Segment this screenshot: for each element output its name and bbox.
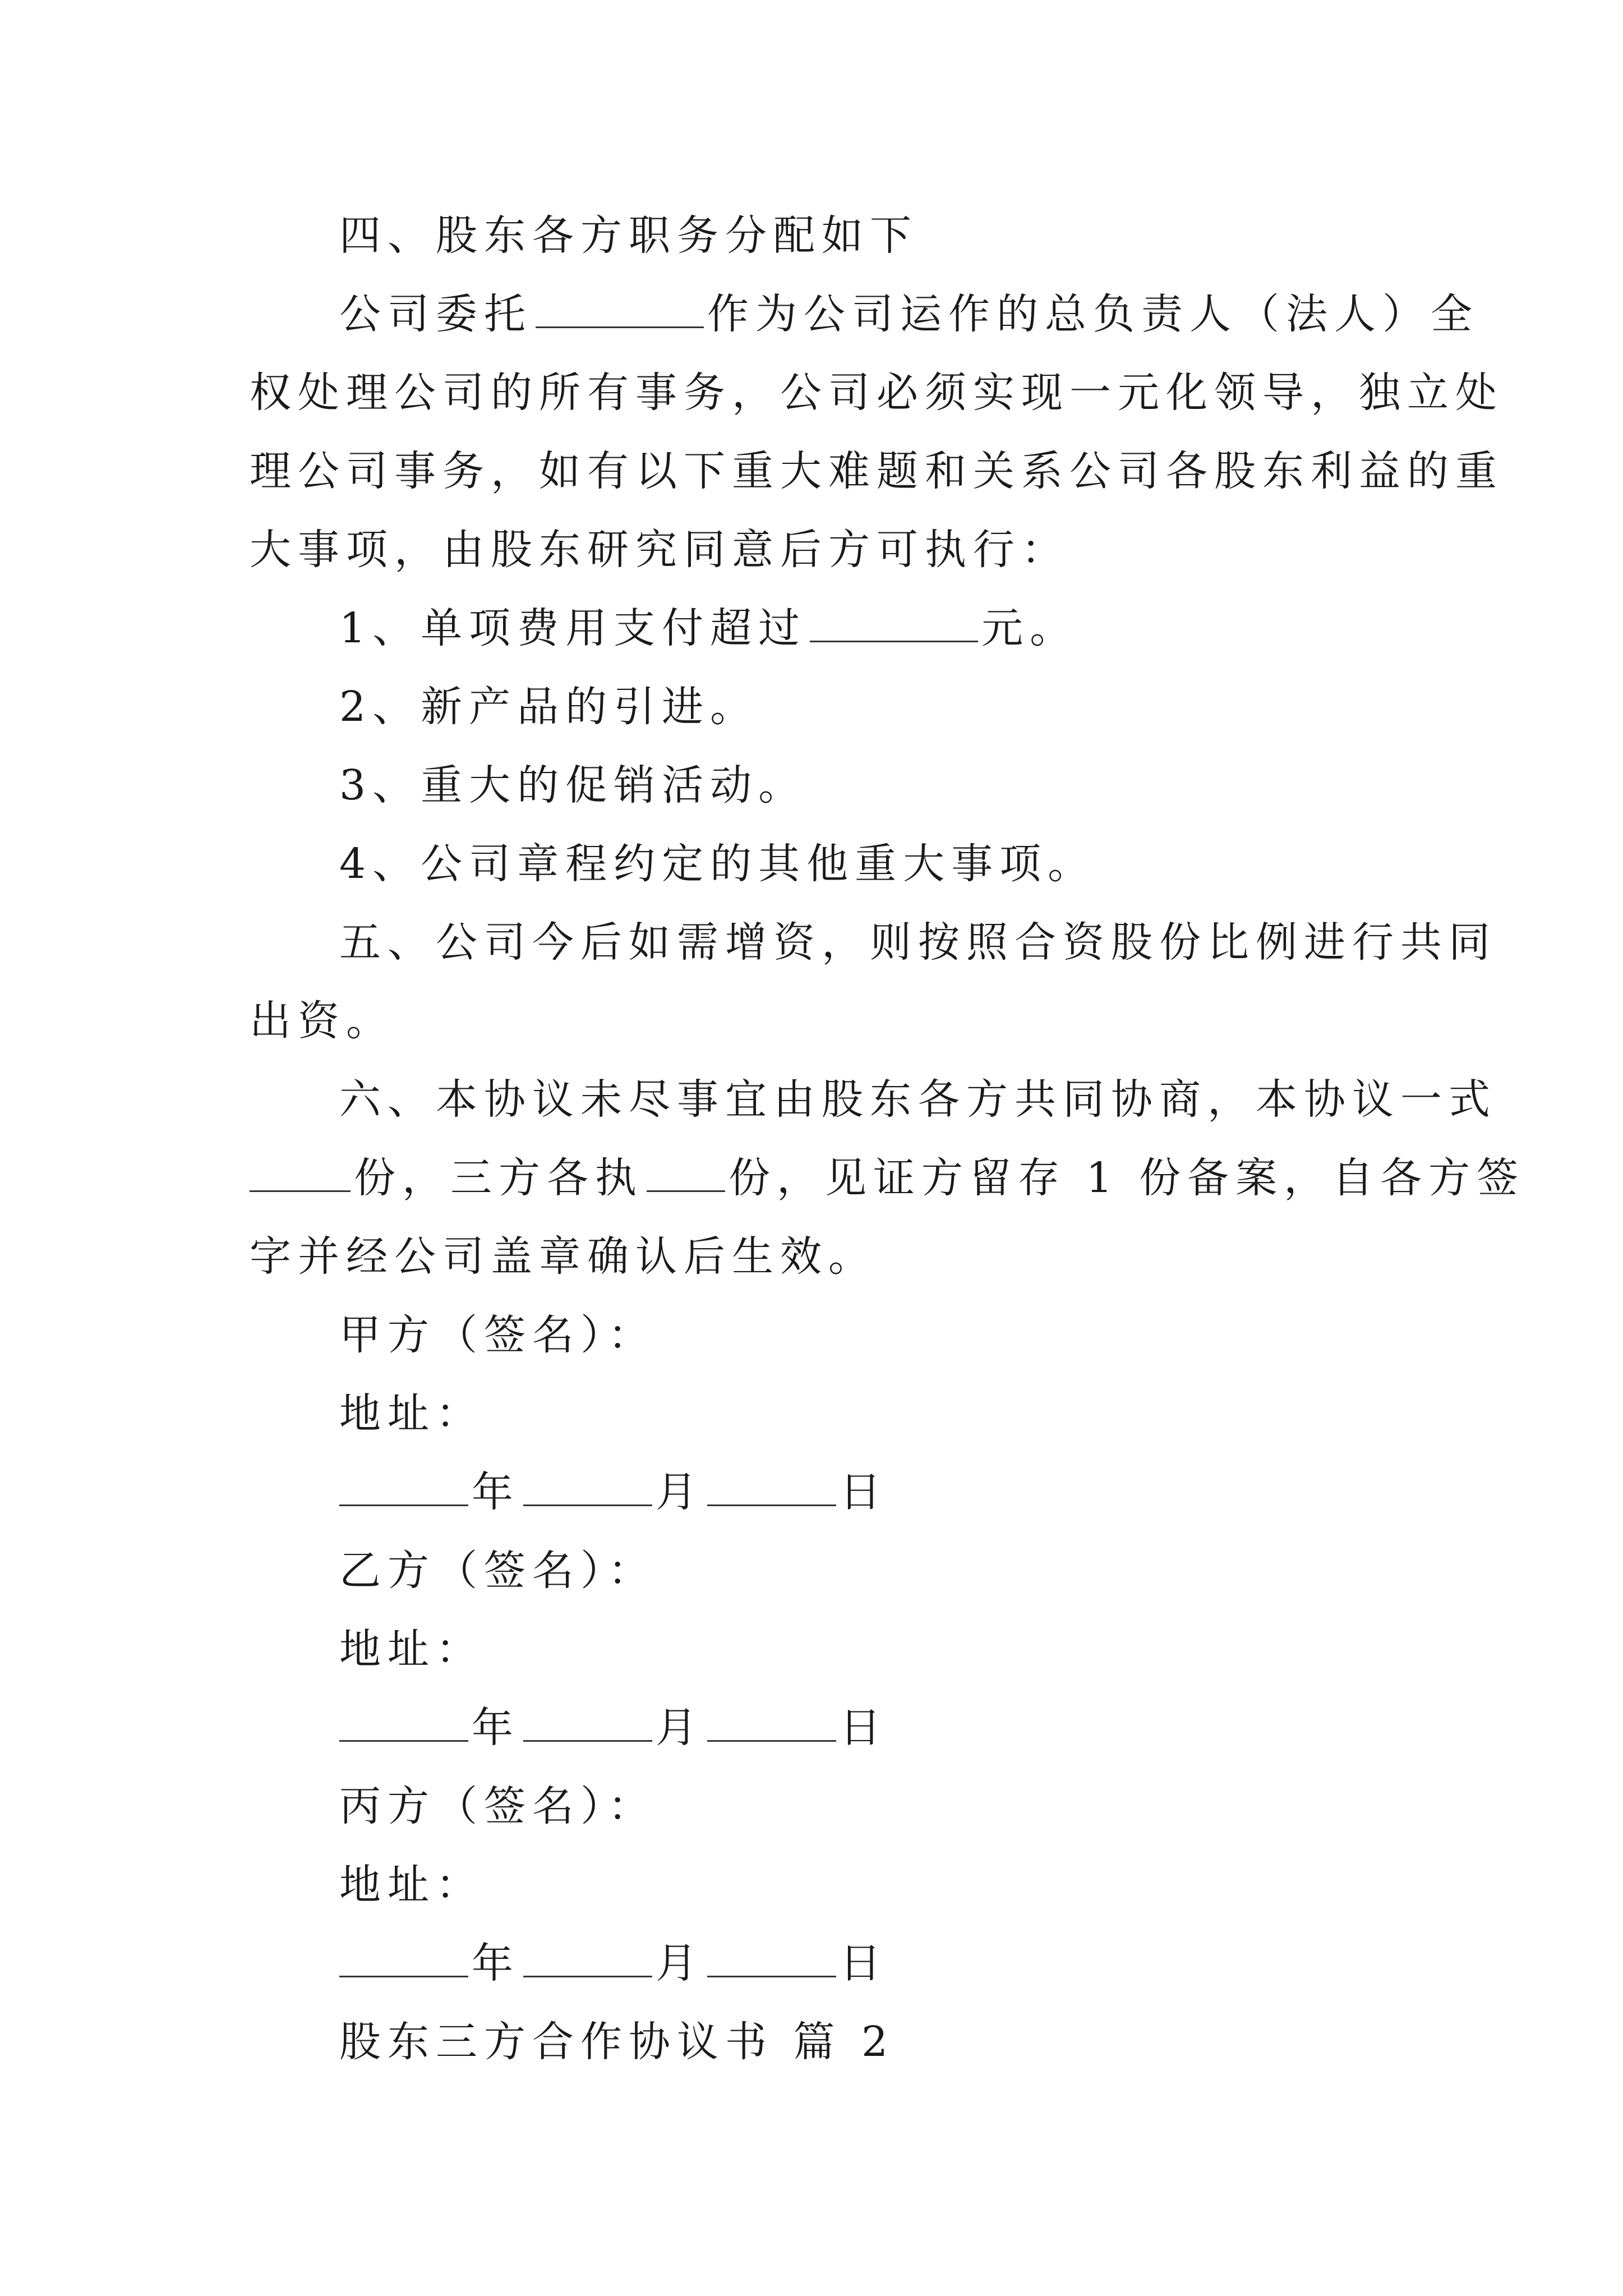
year-label: 年 (472, 1939, 520, 1987)
party-a-day-blank[interactable] (707, 1465, 836, 1506)
party-a-date (339, 1464, 888, 1520)
year-label: 年 (472, 1468, 520, 1516)
party-c-signature: 丙方（签名）： (339, 1782, 656, 1830)
party-b-signature: 乙方（签名）： (339, 1547, 656, 1595)
section5-line1: 五、公司今后如需增资，则按照合资股份比例进行共同 (339, 918, 1497, 967)
party-c-date (339, 1935, 888, 1991)
section6-line3: 字并经公司盖章确认后生效。 (250, 1232, 877, 1281)
section6-line1: 六、本协议未尽事宜由股东各方共同协商，本协议一式 (339, 1075, 1497, 1124)
copies-each-blank[interactable] (647, 1151, 725, 1192)
party-b-address: 地址： (339, 1625, 484, 1673)
next-section-title: 股东三方合作协议书 篇 2 (339, 2018, 895, 2066)
representative-blank[interactable] (536, 287, 704, 328)
party-b-year-blank[interactable] (339, 1701, 468, 1742)
section5-line2: 出资。 (250, 997, 394, 1045)
entrust-paragraph-line4: 大事项，由股东研究同意后方可执行： (250, 526, 1069, 574)
list-item-2: 2、新产品的引进。 (339, 683, 759, 731)
entrust-paragraph-line2: 权处理公司的所有事务，公司必须实现一元化领导，独立处 (250, 369, 1504, 417)
list-item-3: 3、重大的促销活动。 (339, 761, 807, 809)
amount-blank[interactable] (810, 601, 978, 642)
month-label: 月 (656, 1704, 704, 1752)
section6-text-b: 份，见证方留存 1 份备案，自各方签 (728, 1154, 1525, 1202)
day-label: 日 (840, 1468, 888, 1516)
copies-total-blank[interactable] (250, 1151, 351, 1192)
year-label: 年 (472, 1704, 520, 1752)
party-c-day-blank[interactable] (707, 1936, 836, 1977)
day-label: 日 (840, 1939, 888, 1987)
party-b-day-blank[interactable] (707, 1701, 836, 1742)
party-b-month-blank[interactable] (523, 1701, 652, 1742)
section6-line2 (250, 1150, 1525, 1206)
item1-text-b: 元。 (981, 604, 1078, 652)
entrust-text-a: 公司委托 (339, 290, 532, 338)
month-label: 月 (656, 1939, 704, 1987)
entrust-text-b: 作为公司运作的总负责人（法人）全 (707, 290, 1479, 338)
party-a-address: 地址： (339, 1389, 484, 1438)
party-a-signature: 甲方（签名）： (339, 1311, 656, 1359)
party-c-month-blank[interactable] (523, 1936, 652, 1977)
section6-text-a: 份，三方各执 (354, 1154, 643, 1202)
entrust-paragraph-line3: 理公司事务，如有以下重大难题和关系公司各股东利益的重 (250, 447, 1504, 495)
section4-heading: 四、股东各方职务分配如下 (339, 211, 918, 260)
party-b-date (339, 1700, 888, 1756)
party-a-year-blank[interactable] (339, 1465, 468, 1506)
day-label: 日 (840, 1704, 888, 1752)
list-item-4: 4、公司章程约定的其他重大事项。 (339, 840, 1096, 888)
entrust-paragraph-line1 (339, 286, 1479, 342)
month-label: 月 (656, 1468, 704, 1516)
item1-text-a: 1、单项费用支付超过 (339, 604, 807, 652)
party-c-address: 地址： (339, 1861, 484, 1909)
party-c-year-blank[interactable] (339, 1936, 468, 1977)
list-item-1 (339, 600, 1078, 656)
party-a-month-blank[interactable] (523, 1465, 652, 1506)
